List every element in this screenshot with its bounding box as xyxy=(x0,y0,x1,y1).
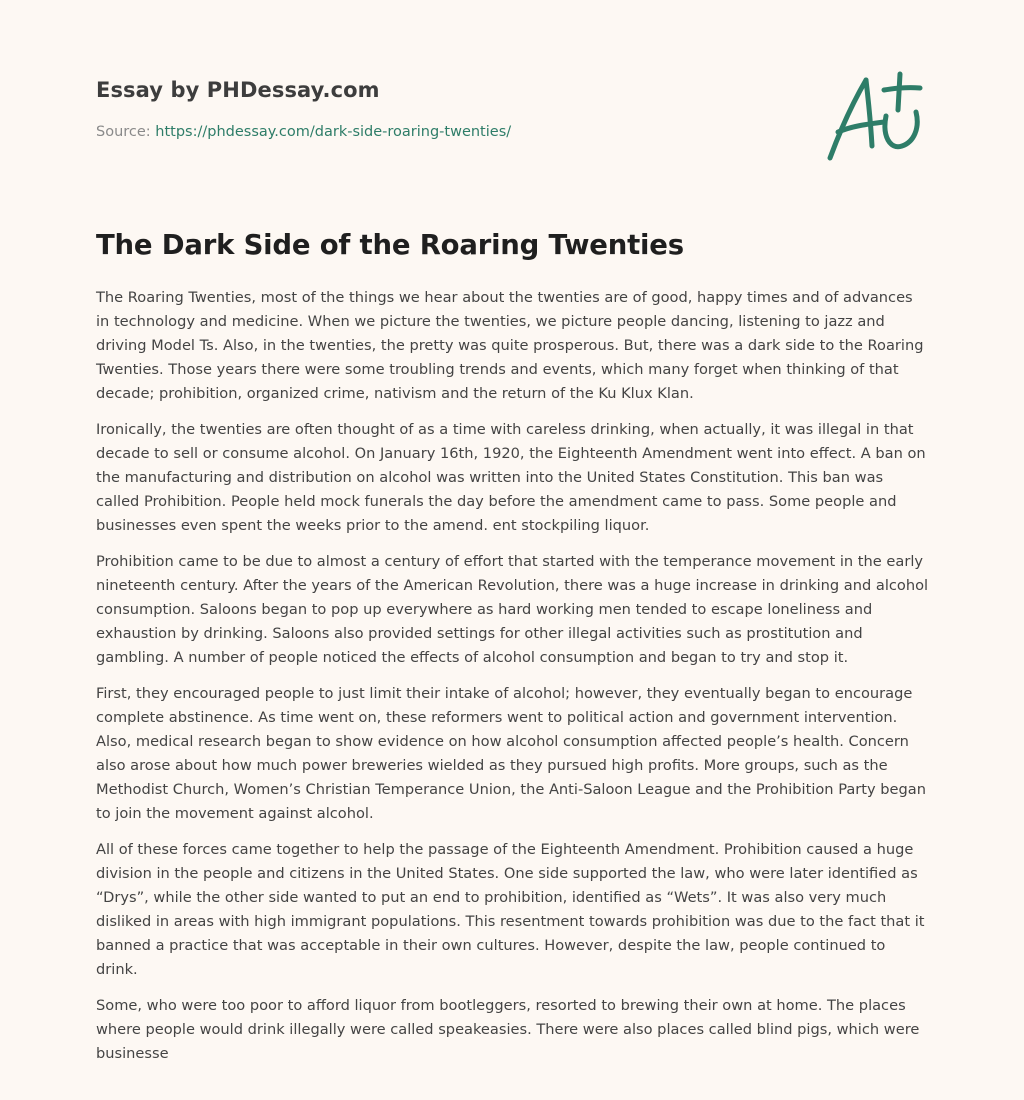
source-label: Source: xyxy=(96,124,151,140)
essay-paragraph: First, they encouraged people to just limit their intake of alcohol; however, they eventually began to encourage complete abstinence. As time went on, these reformers went to political action and government intervention. Also, medical research began to show evidence on how alcohol consumption affected people’s health. Concern also arose about how much power breweries wielded as they pursued high profits. More groups, such as the Methodist Church, Women’s Christian Temperance Union, the Anti-Saloon League and the Prohibition Party began to join the movement against alcohol. xyxy=(96,685,926,822)
essay-paragraph: Ironically, the twenties are often thought of as a time with careless drinking, when actually, it was illegal in that decade to sell or consume alcohol. On January 16th, 1920, the Eighteenth Amendment went into effect. A ban on the manufacturing and distribution on alcohol was written into the United States Constitution. This ban was called Prohibition. People held mock funerals the day before the amendment came to pass. Some people and businesses even spent the weeks prior to the amend. ent stockpiling liquor. xyxy=(96,421,926,534)
essay-title: The Dark Side of the Roaring Twenties xyxy=(96,229,684,261)
essay-body xyxy=(96,286,930,1078)
essay-paragraph: The Roaring Twenties, most of the things we hear about the twenties are of good, happy times and of advances in technology and medicine. When we picture the twenties, we picture people dancing, listening to jazz and driving Model Ts. Also, in the twenties, the pretty was quite prosperous. But, there was a dark side to the Roaring Twenties. Those years there were some troubling trends and events, which many forget when thinking of that decade; prohibition, organized crime, nativism and the return of the Ku Klux Klan. xyxy=(96,289,924,402)
source-line xyxy=(96,122,796,142)
source-link[interactable]: https://phdessay.com/dark-side-roaring-twenties/ xyxy=(155,124,512,140)
essay-paragraph: Prohibition came to be due to almost a century of effort that started with the temperance movement in the early nineteenth century. After the years of the American Revolution, there was a huge increase in drinking and alcohol consumption. Saloons began to pop up everywhere as hard working men tended to escape loneliness and exhaustion by drinking. Saloons also provided settings for other illegal activities such as prostitution and gambling. A number of people noticed the effects of alcohol consumption and began to try and stop it. xyxy=(96,553,929,666)
essay-paragraph: All of these forces came together to help the passage of the Eighteenth Amendment. Prohibition caused a huge division in the people and citizens in the United States. One side supported the law, who were later identified as “Drys”, while the other side wanted to put an end to prohibition, identified as “Wets”. It was also very much disliked in areas with high immigrant populations. This resentment towards prohibition was due to the fact that it banned a practice that was acceptable in their own cultures. However, despite the law, people continued to drink. xyxy=(96,841,925,978)
site-brand: Essay by PHDessay.com xyxy=(96,78,380,102)
page-header xyxy=(96,76,796,142)
a-plus-grade-logo-icon xyxy=(822,66,932,166)
essay-paragraph: Some, who were too poor to afford liquor from bootleggers, resorted to brewing their own at home. The places where people would drink illegally were called speakeasies. There were also places called blind pigs, which were businesse xyxy=(96,997,920,1062)
